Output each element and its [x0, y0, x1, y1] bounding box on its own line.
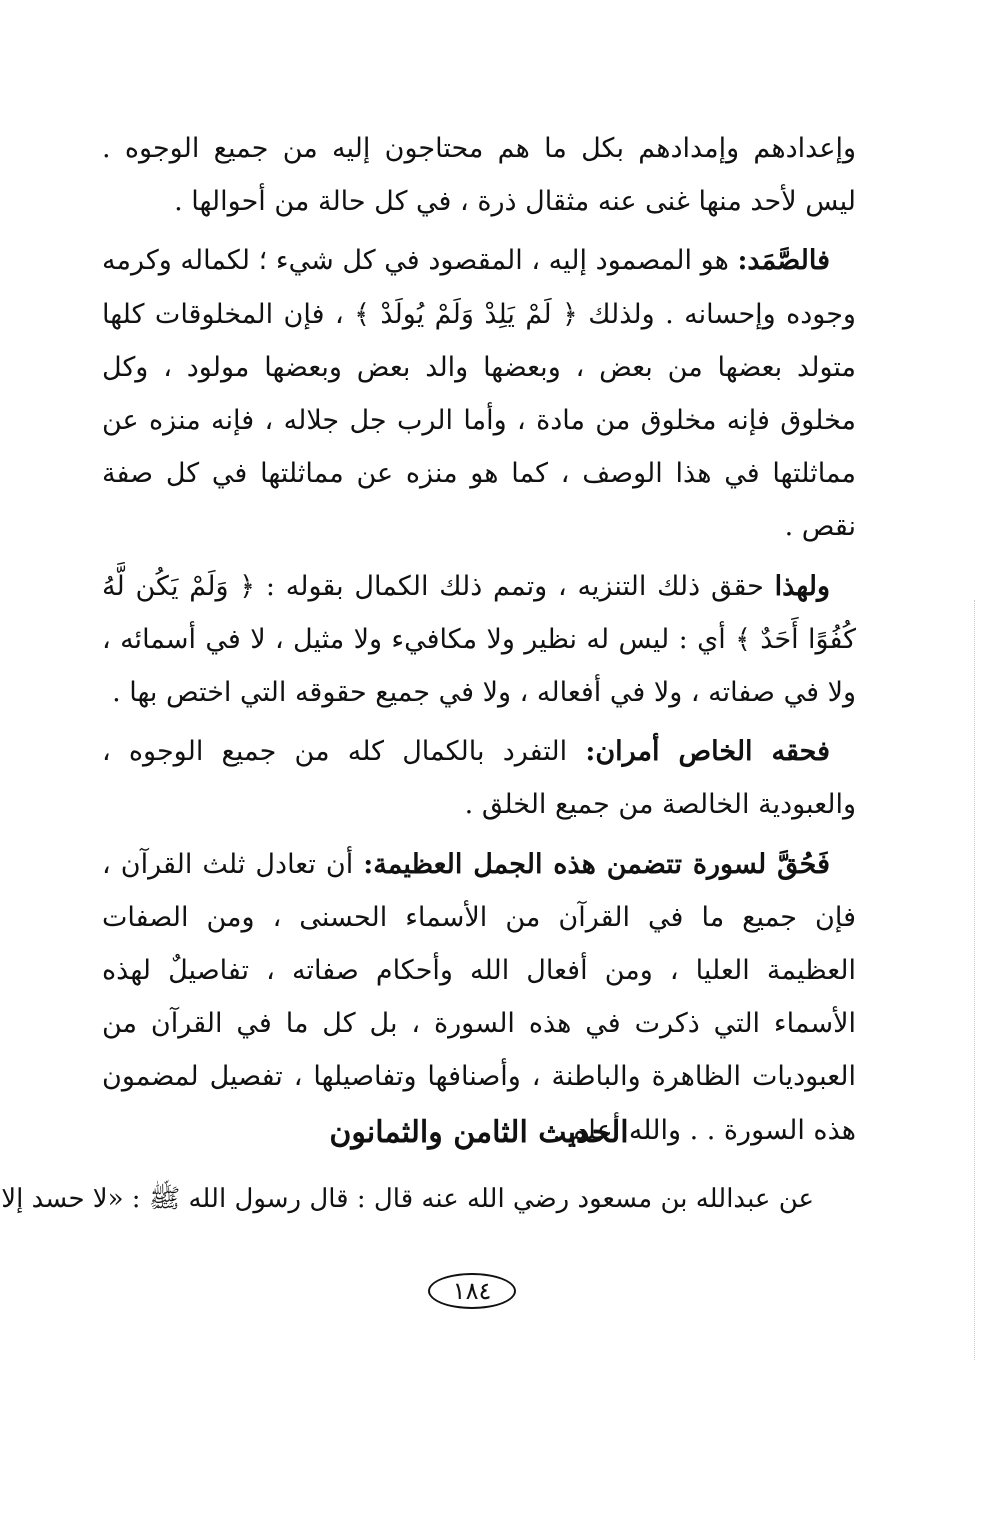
body-text — [102, 122, 856, 1163]
paragraph-2-lead: فالصَّمَد: — [737, 245, 830, 277]
paragraph-2 — [102, 234, 856, 553]
paragraph-3-lead: ولهذا — [774, 570, 830, 602]
page-number-badge — [428, 1273, 516, 1309]
page-number: ١٨٤ — [452, 1277, 492, 1305]
paragraph-2-after: ، فإن المخلوقات كلها متولد بعضها من بعض ، وبعضها والد بعض وبعضها مولود ، وكل مخلوق فإنه مخلوق من مادة ، وأما الرب جل جلاله ، فإنه منزه عن مماثلتها في هذا الوصف ، كما هو منزه عن مماثلتها في كل صفة نقص . — [102, 298, 856, 543]
paragraph-2-before: هو المصمود إليه ، المقصود في كل شيء ؛ لكماله وكرمه وجوده وإحسانه . ولذلك — [102, 245, 856, 330]
paragraph-3-before: حقق ذلك التنزيه ، وتمم ذلك الكمال بقوله : — [255, 570, 775, 602]
scan-edge-dots — [974, 600, 975, 1360]
quran-verse-2: ﴿ وَلَمْ يَكُن لَّهُ كُفُوًا أَحَدٌ ﴾ — [102, 570, 856, 655]
paragraph-3 — [102, 560, 856, 720]
hadith-heading: الحديث الثامن والثمانون — [329, 1115, 629, 1150]
paragraph-4-text: التفرد بالكمال كله من جميع الوجوه ، والعبودية الخالصة من جميع الخلق . — [102, 736, 856, 821]
paragraph-4 — [102, 725, 856, 831]
paragraph-1 — [102, 122, 856, 228]
quran-verse-1: ﴿ لَمْ يَلِدْ وَلَمْ يُولَدْ ﴾ — [354, 298, 578, 330]
paragraph-4-lead: فحقه الخاص أمران: — [585, 736, 831, 768]
paragraph-5-lead: فَحُقَّ لسورة تتضمن هذه الجمل العظيمة: — [363, 848, 830, 880]
paragraph-5-text: أن تعادل ثلث القرآن ، فإن جميع ما في القرآن من الأسماء الحسنى ، ومن الصفات العظيمة العليا ، ومن أفعال الله وأحكام صفاته ، تفاصيلٌ لهذه الأسماء التي ذكرت في هذه السورة ، بل كل ما في القرآن من العبوديات الظاهرة والباطنة ، وأصنافها وتفاصيلها ، تفصيل لمضمون هذه السورة . . والله أعلم . — [102, 848, 856, 1146]
paragraph-3-after: أي : ليس له نظير ولا مكافيء ولا مثيل ، لا في أسمائه ، ولا في صفاته ، ولا في أفعاله ، ولا في جميع حقوقه التي اختص بها . — [102, 623, 856, 709]
paragraph-5 — [102, 838, 856, 1157]
hadith-opening-line: عن عبدالله بن مسعود رضي الله عنه قال : قال رسول الله ﷺ : «لا حسد إلا — [1, 1184, 814, 1214]
paragraph-1-text: وإعدادهم وإمدادهم بكل ما هم محتاجون إليه من جميع الوجوه . ليس لأحد منها غنى عنه مثقال ذرة ، في كل حالة من أحوالها . — [102, 133, 856, 218]
